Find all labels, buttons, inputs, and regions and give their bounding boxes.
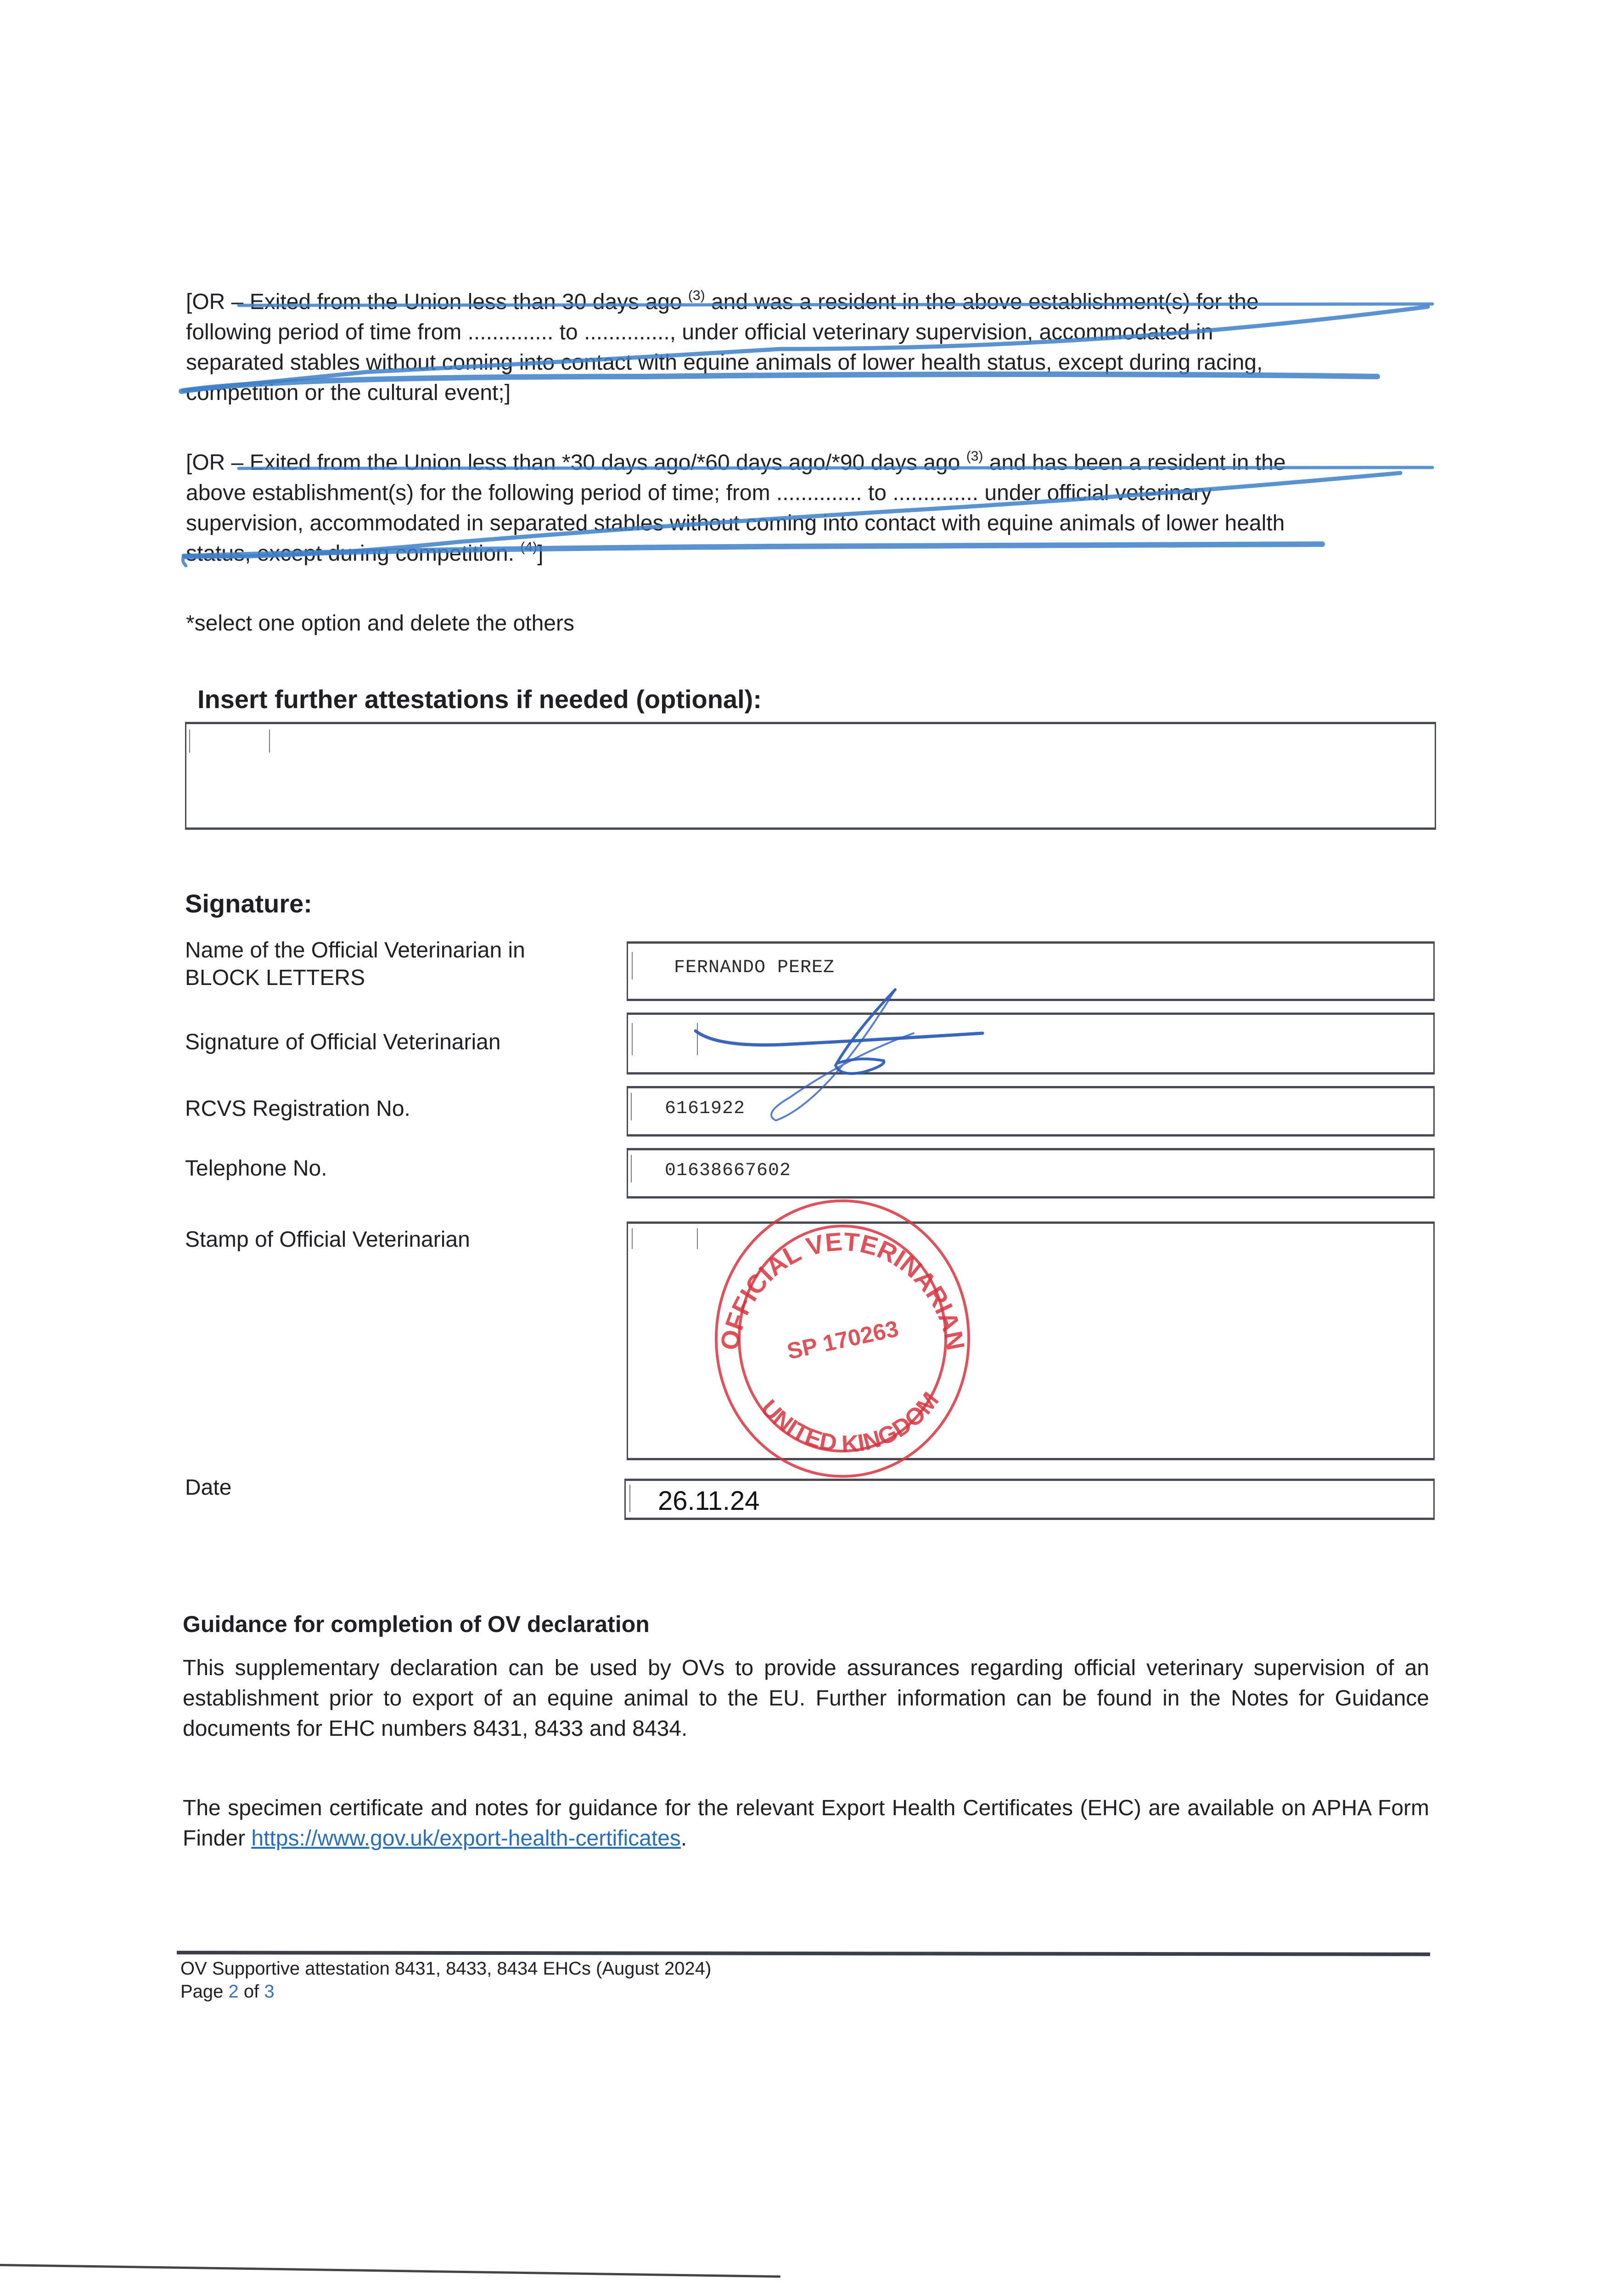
stamp-top-text: OFFICIAL VETERINARIAN: [714, 1227, 971, 1353]
field-cursor-mark: [632, 952, 633, 979]
struck-text: Exited from the Union less than 30 days ago: [249, 290, 688, 314]
stamp-center-text: SP 170263: [785, 1315, 901, 1364]
name-field[interactable]: [627, 941, 1435, 1001]
signature-label: Signature of Official Veterinarian: [185, 1030, 501, 1054]
guidance-paragraph-1: This supplementary declaration can be used by OVs to provide assurances regarding official veterinary supervision of an establishment prior to export of an equine animal to the EU. Further information can be found in the Notes for Guidance documents for EHC numbers 8431, 8433 and 8434.: [183, 1656, 1429, 1741]
date-field[interactable]: [624, 1479, 1435, 1520]
footnote-ref: (4): [520, 540, 538, 555]
struck-text: Exited from the Union less than *30 days ago/*60 days ago/*90 days ago: [249, 450, 966, 475]
field-cursor-mark: [632, 1228, 633, 1249]
option-b-line-1: [OR – Exited from the Union less than *30 days ago/*60 days ago/*90 days ago $^{(3)}$ and has been a resident in the: [186, 449, 1286, 475]
stamp-field[interactable]: [627, 1221, 1435, 1460]
rcvs-label: RCVS Registration No.: [185, 1097, 410, 1121]
telephone-field[interactable]: [627, 1148, 1435, 1199]
total-pages-number: 3: [264, 1981, 275, 2002]
field-cursor-mark: [189, 730, 190, 753]
option-b-paragraph: [186, 448, 1435, 569]
further-attestations-heading: Insert further attestations if needed (optional):: [197, 685, 762, 714]
rcvs-field[interactable]: [627, 1086, 1435, 1137]
footer-title: OV Supportive attestation 8431, 8433, 8434 EHCs (August 2024): [180, 1958, 712, 1979]
further-attestations-field[interactable]: [185, 722, 1436, 830]
struck-text: and was a resident in the above establishment(s) for the: [705, 290, 1259, 314]
option-b-line-3: supervision, accommodated in separated stables without coming into contact with equine animals of lower health: [186, 511, 1285, 535]
stamp-label: Stamp of Official Veterinarian: [185, 1227, 470, 1252]
signature-field[interactable]: [627, 1013, 1435, 1075]
option-a-line-4: competition or the cultural event;]: [186, 381, 511, 405]
option-a-paragraph: [186, 287, 1435, 408]
field-cursor-mark: [631, 1155, 632, 1182]
date-value: 26.11.24: [658, 1486, 760, 1516]
name-label: Name of the Official Veterinarian in BLOCK LETTERS: [185, 938, 525, 990]
rcvs-value: 6161922: [665, 1098, 746, 1119]
guidance-paragraph-2: The specimen certificate and notes for guidance for the relevant Export Health Certificates (EHC) are available on APHA Form Finder https://www.gov.uk/export-health-certificates.: [183, 1796, 1429, 1851]
export-health-certificates-link[interactable]: https://www.gov.uk/export-health-certificates: [251, 1826, 681, 1851]
date-label: Date: [185, 1475, 232, 1500]
option-a-line-2: following period of time from .............. to .............., under official veterinary supervision, accommodated in: [186, 320, 1213, 344]
select-option-note: *select one option and delete the others: [186, 611, 574, 636]
option-a-line-1: [OR – Exited from the Union less than 30 days ago $^{(3)}$ and was a resident in the above establishment(s) for the: [186, 288, 1259, 314]
page-indicator: Page 2 of 3: [180, 1981, 275, 2002]
telephone-value: 01638667602: [665, 1160, 791, 1181]
signature-heading: Signature:: [185, 889, 312, 918]
option-a-line-3: separated stables without coming into contact with equine animals of lower health status, except during racing,: [186, 350, 1263, 375]
field-cursor-mark: [632, 1023, 633, 1055]
field-cursor-mark: [697, 1023, 698, 1055]
guidance-heading: Guidance for completion of OV declaration: [183, 1611, 650, 1637]
footnote-ref: (3): [966, 449, 983, 464]
current-page-number: 2: [228, 1981, 239, 2002]
struck-text: and has been a resident in the: [983, 450, 1286, 475]
option-b-line-4: status, except during competition. $^{(4)}$]: [186, 540, 544, 566]
scan-artifact-line: [0, 2264, 780, 2278]
footer-divider: [177, 1951, 1430, 1956]
field-cursor-mark: [269, 730, 270, 753]
footnote-ref: (3): [688, 288, 705, 303]
field-cursor-mark: [631, 1093, 632, 1120]
option-b-line-2: above establishment(s) for the following period of time; from .............. to .............. under official veterinary: [186, 481, 1212, 505]
strike-hook: [183, 557, 186, 566]
name-value: FERNANDO PEREZ: [674, 957, 835, 978]
field-cursor-mark: [697, 1228, 698, 1249]
stamp-bottom-text: UNITED KINGDOM: [755, 1387, 944, 1458]
field-cursor-mark: [629, 1485, 630, 1512]
telephone-label: Telephone No.: [185, 1156, 327, 1181]
